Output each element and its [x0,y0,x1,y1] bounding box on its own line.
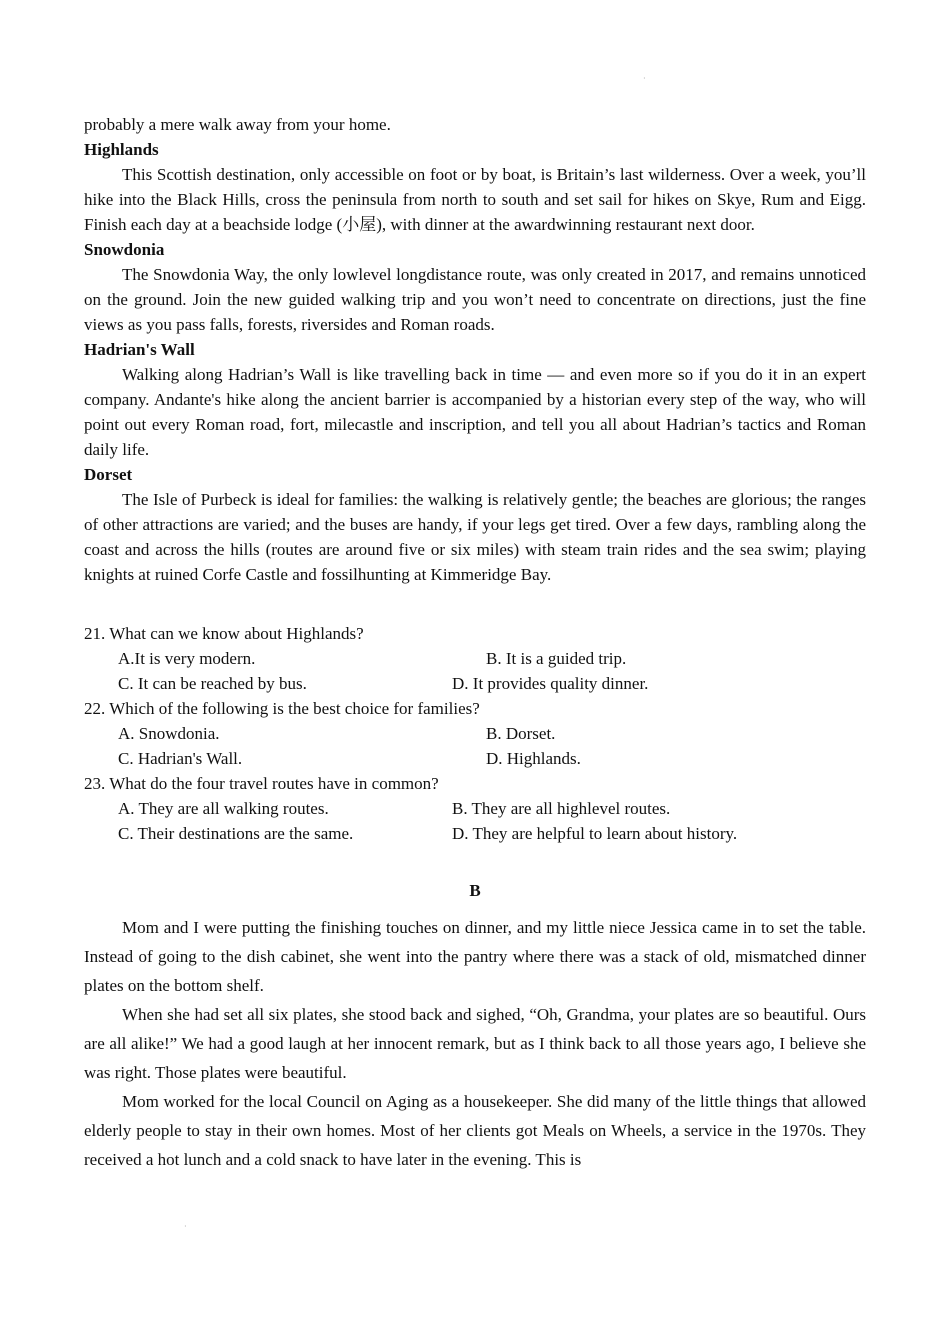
question-22 [84,696,866,771]
option-c: C. Hadrian's Wall. [118,749,243,768]
paragraph: When she had set all six plates, she stood back and sighed, “Oh, Grandma, your plates are so beautiful. Ours are all alike!” We had a good laugh at her innocent remark, but as I think back to all those years ago, I believe she was right. Those plates were beautiful. [84,1005,866,1082]
option-b: B. They are all highlevel routes. [452,799,671,818]
section-text: The Snowdonia Way, the only lowlevel longdistance route, was only created in 2017, and remains unnoticed on the ground. Join the new guided walking trip and you won’t need to concentrate on directions, just the fine views as you pass falls, forests, riversides and Roman roads. [84,265,866,334]
option-a: A. They are all walking routes. [118,799,329,818]
option-d: D. Highlands. [486,749,581,768]
section-text: Walking along Hadrian’s Wall is like travelling back in time — and even more so if you do it in an expert company. Andante's hike along the ancient barrier is accompanied by a historian every step of the way, who will point out every Roman road, fort, milecastle and inscription, and tell you all about Hadrian’s tactics and Roman daily life. [84,365,866,459]
section-text: This Scottish destination, only accessible on foot or by boat, is Britain’s last wilderness. Over a week, you’ll hike into the Black Hills, cross the peninsula from north to south and set sail for hikes on Skye, Rum and Eigg. Finish each day at a beachside lodge (小屋), with dinner at the awardwinning restaurant next door. [84,165,866,234]
section-b-body [84,913,866,1174]
section-text: The Isle of Purbeck is ideal for families: the walking is relatively gentle; the beaches are glorious; the ranges of other attractions are varied; and the buses are handy, if your legs get tired. Over a few days, rambling along the coast and across the hills (routes are around five or six miles) with steam train rides and the sea swim; playing knights at ruined Corfe Castle and fossilhunting at Kimmeridge Bay. [84,490,866,584]
option-c: C. Their destinations are the same. [118,824,354,843]
question-stem: 22. Which of the following is the best choice for families? [84,699,480,718]
scan-mark: · [643,74,646,83]
option-c: C. It can be reached by bus. [118,674,307,693]
section-b-title: B [469,881,481,900]
document-page [84,112,866,1174]
section-highlands [84,137,866,237]
question-stem: 21. What can we know about Highlands? [84,624,364,643]
option-b: B. It is a guided trip. [486,649,627,668]
section-heading: Snowdonia [84,240,165,259]
option-b: B. Dorset. [486,724,556,743]
option-d: D. They are helpful to learn about history. [452,824,738,843]
option-a: A.It is very modern. [118,649,256,668]
top-fragment: probably a mere walk away from your home. [84,115,391,134]
scan-mark: · [184,1222,187,1231]
question-stem: 23. What do the four travel routes have in common? [84,774,439,793]
section-snowdonia [84,237,866,337]
section-heading: Dorset [84,465,133,484]
option-d: D. It provides quality dinner. [452,674,649,693]
question-21 [84,621,866,696]
section-hadrians-wall [84,337,866,462]
section-heading: Highlands [84,140,159,159]
question-23 [84,771,866,846]
section-dorset [84,462,866,587]
section-heading: Hadrian's Wall [84,340,195,359]
paragraph: Mom worked for the local Council on Aging as a housekeeper. She did many of the little things that allowed elderly people to stay in their own homes. Most of her clients got Meals on Wheels, a service in the 1970s. They received a hot lunch and a cold snack to have later in the evening. This is [84,1092,866,1169]
paragraph: Mom and I were putting the finishing touches on dinner, and my little niece Jessica came in to set the table. Instead of going to the dish cabinet, she went into the pantry where there was a stack of old, mismatched dinner plates on the bottom shelf. [84,918,866,995]
option-a: A. Snowdonia. [118,724,220,743]
